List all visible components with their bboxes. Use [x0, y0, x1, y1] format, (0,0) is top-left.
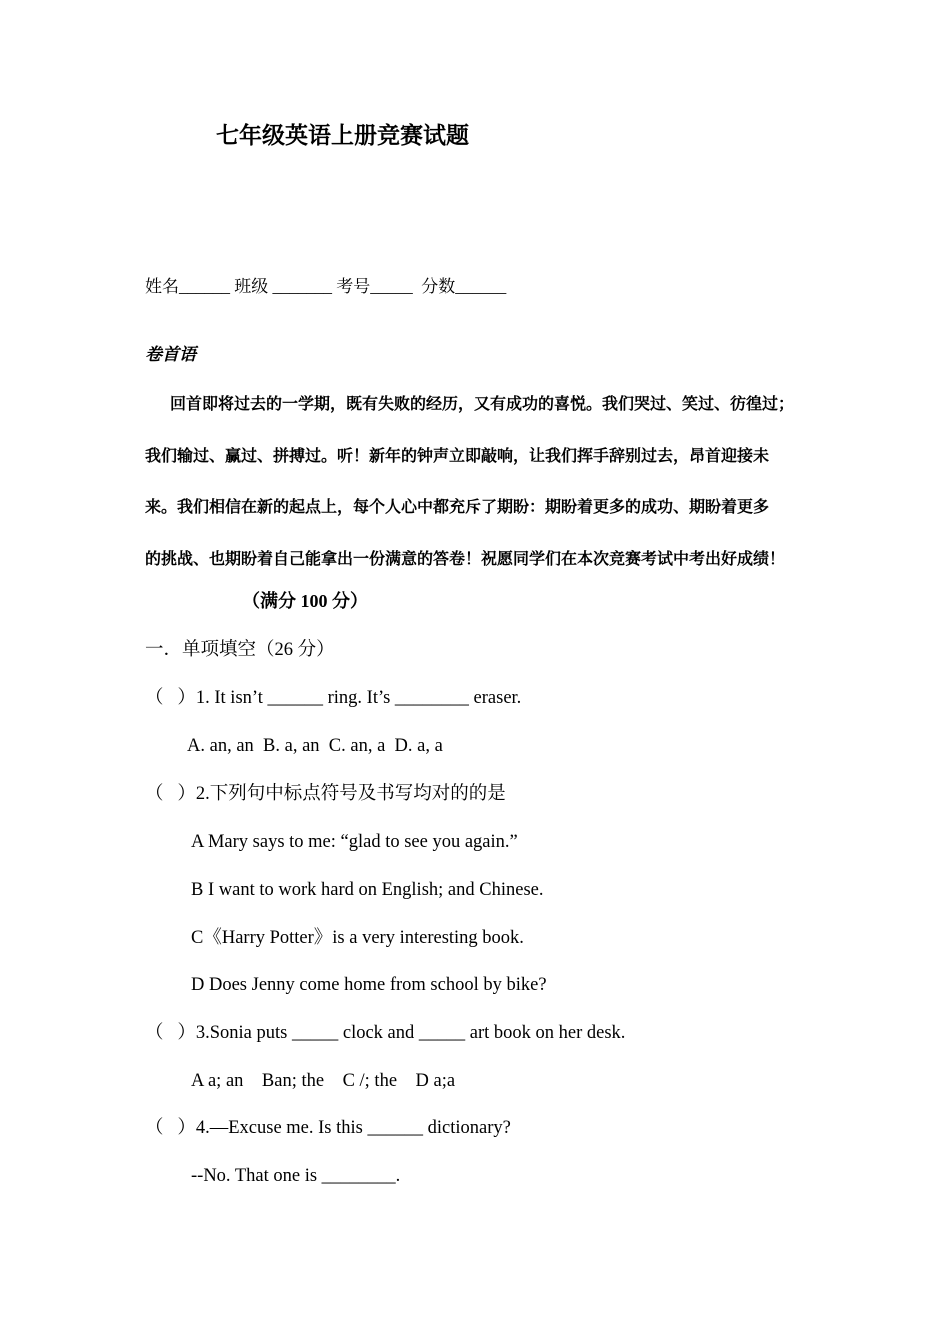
- question-4-reply: --No. That one is ________.: [191, 1166, 401, 1186]
- question-4: （ ）4.—Excuse me. Is this ______ dictionary?: [145, 1118, 511, 1138]
- question-1: （ ）1. It isn’t ______ ring. It’s ________ eraser.: [145, 688, 522, 708]
- section-heading: 一．单项填空（26 分）: [145, 640, 335, 660]
- preface-line: 回首即将过去的一学期，既有失败的经历，又有成功的喜悦。我们哭过、笑过、彷徨过；: [170, 394, 795, 413]
- question-3: （ ）3.Sonia puts _____ clock and _____ art book on her desk.: [145, 1023, 626, 1043]
- question-2-option-d: D Does Jenny come home from school by bike?: [191, 975, 547, 995]
- question-1-options: A. an, an B. a, an C. an, a D. a, a: [187, 736, 443, 756]
- student-info-line: 姓名______ 班级 _______ 考号_____ 分数______: [145, 277, 507, 296]
- preface-line: 来。我们相信在新的起点上，每个人心中都充斥了期盼：期盼着更多的成功、期盼着更多: [145, 497, 770, 516]
- question-3-options: A a; an Ban; the C /; the D a;a: [191, 1071, 456, 1091]
- preface-line: 的挑战、也期盼着自己能拿出一份满意的答卷！祝愿同学们在本次竞赛考试中考出好成绩！: [145, 549, 786, 568]
- question-2: （ ）2.下列句中标点符号及书写均对的的是: [145, 784, 506, 804]
- preface-line: 我们输过、赢过、拼搏过。听！新年的钟声立即敲响，让我们挥手辞别过去，昂首迎接未: [145, 446, 770, 465]
- preface-heading: 卷首语: [145, 345, 196, 364]
- question-2-option-b: B I want to work hard on English; and Chinese.: [191, 880, 544, 900]
- page-title: 七年级英语上册竞赛试题: [216, 123, 469, 148]
- full-score: （满分 100 分）: [242, 591, 368, 611]
- question-2-option-a: A Mary says to me: “glad to see you again.”: [191, 832, 518, 852]
- question-2-option-c: C《Harry Potter》is a very interesting book.: [191, 928, 524, 948]
